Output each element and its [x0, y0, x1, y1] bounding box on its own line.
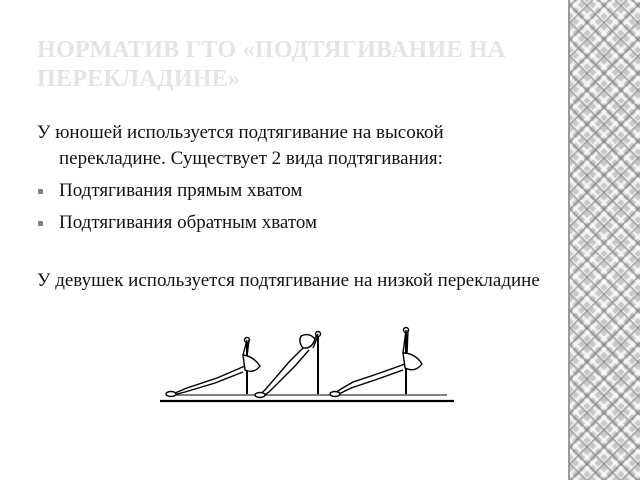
grip-list: [37, 178, 547, 236]
slide-content: [37, 120, 547, 294]
bullet-icon: [38, 189, 43, 194]
list-item: [37, 210, 547, 236]
bullet-icon: [38, 221, 43, 226]
bullet-text: Подтягивания прямым хватом: [59, 180, 303, 201]
boys-paragraph: У юношей используется подтягивание на высокой перекладине. Существует 2 вида подтягивания:: [37, 122, 444, 169]
side-panel-divider: [568, 0, 570, 480]
slide-title: НОРМАТИВ ГТО «ПОДТЯГИВАНИЕ НА ПЕРЕКЛАДИНЕ»: [37, 37, 506, 92]
decorative-side-panel: [568, 0, 640, 480]
pullup-illustration: [157, 322, 457, 404]
bullet-text: Подтягивания обратным хватом: [59, 212, 318, 233]
girls-paragraph: У девушек используется подтягивание на низкой перекладине: [37, 270, 540, 291]
list-item: [37, 178, 547, 204]
pullup-illustration-svg: [157, 322, 457, 404]
